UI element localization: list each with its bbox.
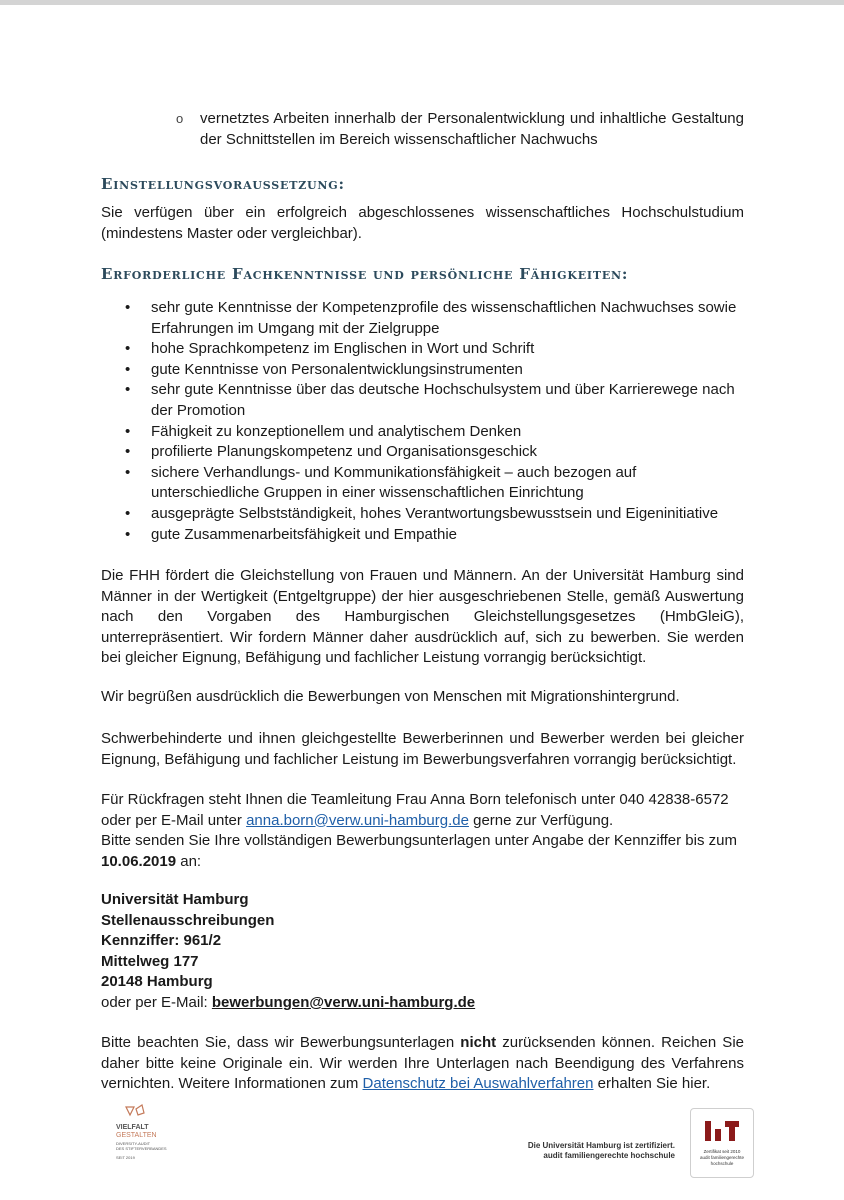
- audit-seal-icon: [691, 1109, 753, 1177]
- address-block: [101, 890, 744, 1014]
- section-heading-requirements: Einstellungsvoraussetzung:: [101, 175, 345, 193]
- list-item: • ausgeprägte Selbstständigkeit, hohes Verantwortungsbewusstsein und Eigeninitiative: [125, 504, 719, 522]
- section-heading-skills: Erforderliche Fachkenntnisse und persönliche Fähigkeiten:: [101, 265, 629, 283]
- requirements-text: Sie verfügen über ein erfolgreich abgeschlossenes wissenschaftliches Hochschulstudium (mindestens Master oder vergleichbar).: [101, 204, 744, 242]
- contact-email-line: oder per E-Mail unter anna.born@verw.uni-hamburg.de gerne zur Verfügung.: [101, 811, 614, 829]
- list-item: • gute Kenntnisse von Personalentwicklungsinstrumenten: [125, 360, 523, 378]
- list-item: • Fähigkeit zu konzeptionellem und analytischem Denken: [125, 422, 522, 440]
- address-city: 20148 Hamburg: [101, 973, 213, 991]
- list-item: • sichere Verhandlungs- und Kommunikationsfähigkeit – auch bezogen auf unterschiedliche Gruppen in einer wissenschaftlichen Einrichtung: [125, 463, 637, 502]
- deadline-date: 10.06.2019: [101, 852, 177, 870]
- sub-list-text: vernetztes Arbeiten innerhalb der Personalentwicklung und inhaltliche Gestaltung der Schnittstellen im Bereich wissenschaftlicher Nachwuchs: [200, 110, 744, 148]
- list-item: • gute Zusammenarbeitsfähigkeit und Empathie: [125, 525, 458, 543]
- diversity-logo-icon: [110, 1103, 174, 1175]
- logo-text-5: SEIT 2019: [116, 1155, 135, 1160]
- address-ref: Kennziffer: 961/2: [101, 932, 222, 950]
- privacy-link[interactable]: Datenschutz bei Auswahlverfahren: [362, 1075, 594, 1093]
- svg-text:hochschule: hochschule: [710, 1161, 734, 1166]
- top-border-line: [0, 0, 844, 5]
- logo-text-1: VIELFALT: [116, 1124, 149, 1131]
- application-email-link[interactable]: bewerbungen@verw.uni-hamburg.de: [211, 993, 476, 1011]
- svg-text:audit familiengerechte: audit familiengerechte: [699, 1155, 745, 1160]
- contact-line: Für Rückfragen steht Ihnen die Teamleitung Frau Anna Born telefonisch unter 040 42838-6572: [101, 791, 729, 808]
- address-org: Universität Hamburg: [101, 891, 249, 908]
- logo-text-3: DIVERSITY-AUDIT: [116, 1141, 151, 1146]
- logo-text-2: GESTALTEN: [116, 1132, 157, 1139]
- certification-note: Die Universität Hamburg ist zertifiziert. audit familiengerechte hochschule: [527, 1141, 675, 1160]
- list-item: • sehr gute Kenntnisse der Kompetenzprofile des wissenschaftlichen Nachwuchses sowie Erfahrungen im Umgang mit der Zielgruppe: [125, 299, 737, 337]
- skills-list: [101, 298, 744, 545]
- diversity-audit-logo: [110, 1103, 174, 1175]
- closing-paragraph: Bitte beachten Sie, dass wir Bewerbungsunterlagen nicht zurücksenden können. Reichen Sie daher bitte keine Originale ein. Wir werden Ihre Unterlagen nach Beendigung des Verfahrens vernichten. Weitere Informationen zum Datenschutz bei Auswahlverfahren erhalten Sie hier.: [101, 1034, 744, 1093]
- logo-text-4: DES STIFTERVERBANDES: [116, 1146, 167, 1151]
- list-item: • hohe Sprachkompetenz im Englischen in Wort und Schrift: [125, 340, 535, 358]
- sub-list-marker: o: [176, 111, 184, 126]
- migration-paragraph: Wir begrüßen ausdrücklich die Bewerbungen von Menschen mit Migrationshintergrund.: [101, 688, 680, 705]
- submission-line: Bitte senden Sie Ihre vollständigen Bewerbungsunterlagen unter Angabe der Kennziffer bis zum: [101, 832, 737, 850]
- contact-paragraph: [101, 790, 744, 872]
- address-street: Mittelweg 177: [101, 952, 199, 970]
- address-email-line: oder per E-Mail: bewerbungen@verw.uni-hamburg.de: [101, 993, 476, 1011]
- list-item: • sehr gute Kenntnisse über das deutsche Hochschulsystem und über Karrierewege nach der Promotion: [125, 381, 735, 419]
- disability-paragraph: Schwerbehinderte und ihnen gleichgestellte Bewerberinnen und Bewerber werden bei gleicher Eignung, Befähigung und fachlicher Leistung im Bewerbungsverfahren vorrangig berücksichtigt.: [101, 730, 744, 768]
- list-item: • profilierte Planungskompetenz und Organisationsgeschick: [125, 443, 538, 461]
- address-dept: Stellenausschreibungen: [101, 911, 275, 929]
- equality-paragraph: Die FHH fördert die Gleichstellung von Frauen und Männern. An der Universität Hamburg sind Männer in der Wertigkeit (Entgeltgruppe) der hier ausgeschriebenen Stelle, gemäß Auswertung nach den Vorgaben des Hamburgischen Gleichstellungsgesetzes (HmbGleiG), unterrepräsentiert. Wir fordern Männer daher ausdrücklich auf, sich zu bewerben. Sie werden bei gleicher Eignung, Befähigung und fachlicher Leistung vorrangig berücksichtigt.: [101, 567, 744, 667]
- deadline-line: 10.06.2019 an:: [101, 852, 202, 870]
- svg-text:Zertifikat seit 2010: Zertifikat seit 2010: [703, 1149, 741, 1154]
- audit-seal: [690, 1108, 754, 1178]
- contact-email-link[interactable]: anna.born@verw.uni-hamburg.de: [246, 811, 469, 829]
